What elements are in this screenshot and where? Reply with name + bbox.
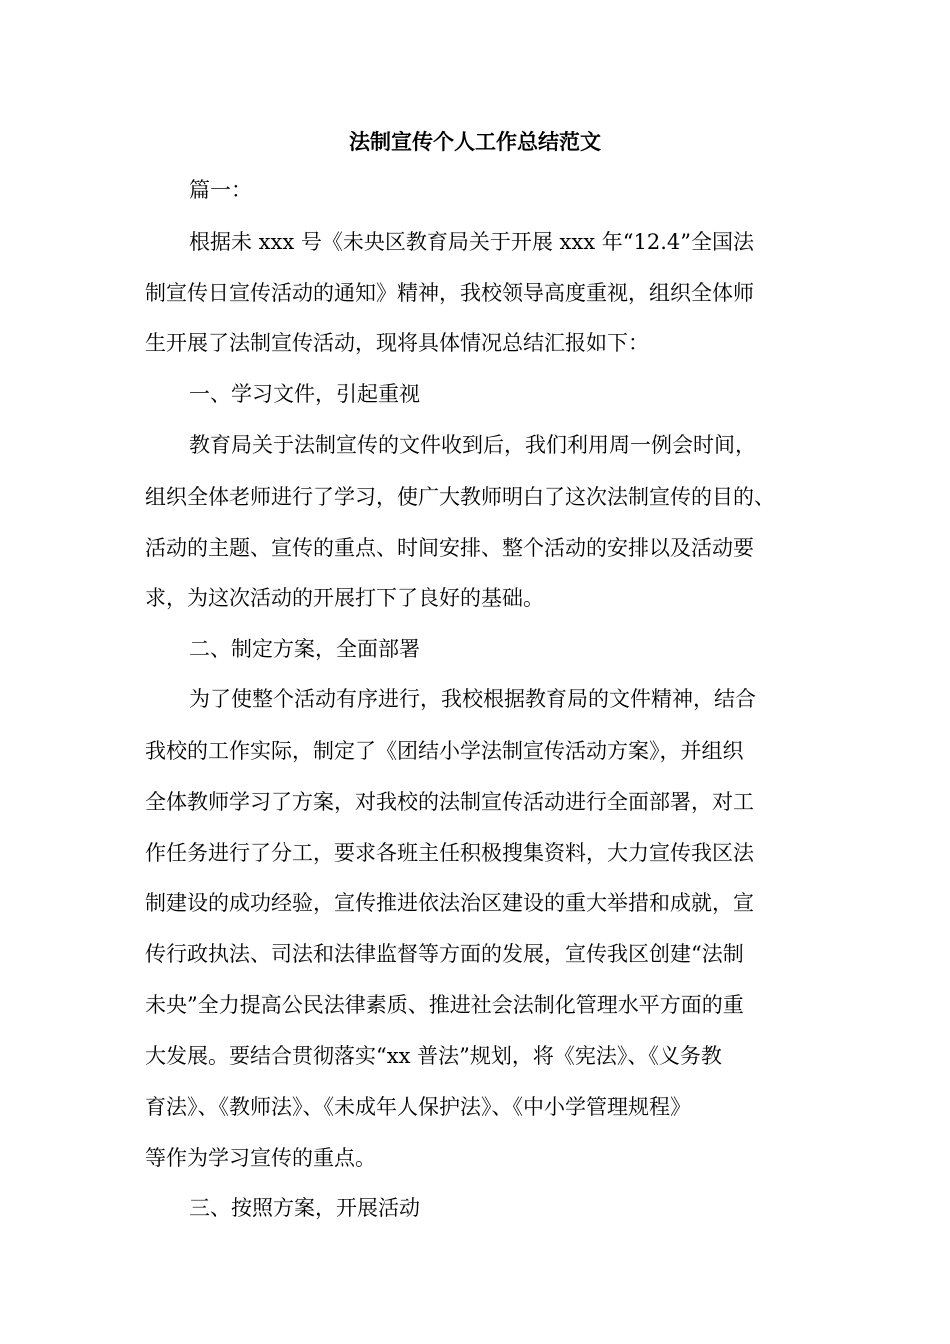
section-heading: 一、学习文件，引起重视 [189,382,420,406]
paragraph-line: 生开展了法制宣传活动，现将具体情况总结汇报如下： [145,331,649,355]
paragraph-line: 全体教师学习了方案，对我校的法制宣传活动进行全面部署，对工 [145,790,754,814]
paragraph-line: 未央”全力提高公民法律素质、推进社会法制化管理水平方面的重 [145,993,744,1017]
paragraph-line: 活动的主题、宣传的重点、时间安排、整个活动的安排以及活动要 [145,536,754,560]
section-label: 篇一： [189,178,252,202]
section-heading: 三、按照方案，开展活动 [189,1196,420,1220]
paragraph-line: 为了使整个活动有序进行，我校根据教育局的文件精神，结合 [189,687,756,711]
paragraph-line: 组织全体老师进行了学习，使广大教师明白了这次法制宣传的目的、 [145,485,775,509]
paragraph-line: 传行政执法、司法和法律监督等方面的发展，宣传我区创建“法制 [145,942,744,966]
paragraph-line: 作任务进行了分工，要求各班主任积极搜集资料，大力宣传我区法 [145,841,754,865]
paragraph-line: 制宣传日宣传活动的通知》精神，我校领导高度重视，组织全体师 [145,281,754,305]
paragraph-line: 等作为学习宣传的重点。 [145,1146,376,1170]
paragraph-line: 我校的工作实际，制定了《团结小学法制宣传活动方案》，并组织 [145,739,744,763]
paragraph-line: 根据未 xxx 号《未央区教育局关于开展 xxx 年“12.4”全国法 [189,230,754,254]
paragraph-line: 育法》、《教师法》、《未成年人保护法》、《中小学管理规程》 [145,1095,691,1119]
paragraph-line: 制建设的成功经验，宣传推进依法治区建设的重大举措和成就，宣 [145,891,754,915]
section-heading: 二、制定方案，全面部署 [189,637,420,661]
paragraph-line: 求，为这次活动的开展打下了良好的基础。 [145,586,544,610]
paragraph-line: 大发展。要结合贯彻落实“xx 普法”规划，将《宪法》、《义务教 [145,1044,722,1068]
document-title: 法制宣传个人工作总结范文 [349,129,601,154]
paragraph-line: 教育局关于法制宣传的文件收到后，我们利用周一例会时间， [189,433,756,457]
